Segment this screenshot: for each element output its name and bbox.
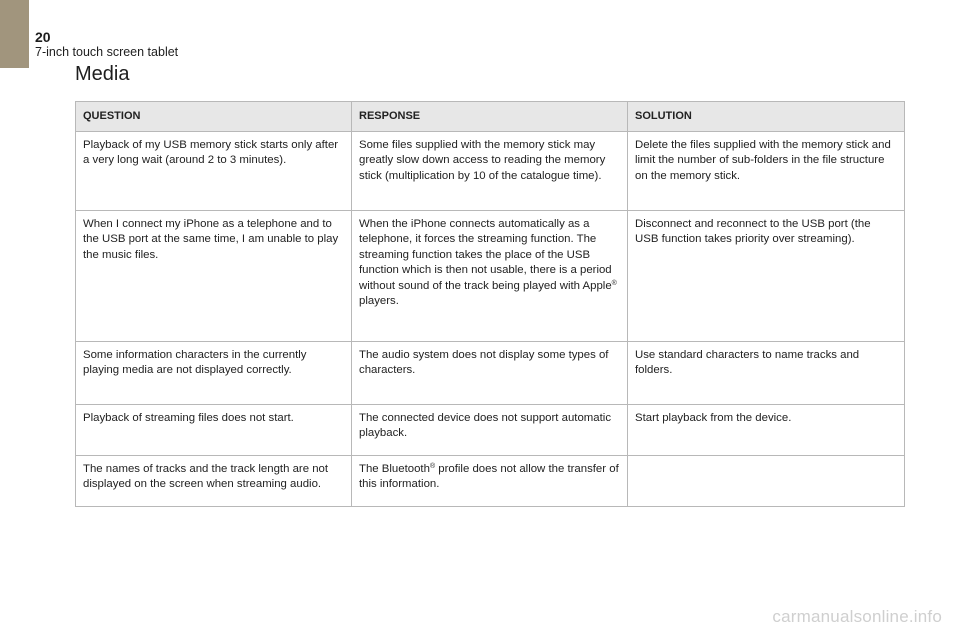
faq-table [75, 101, 905, 507]
table-row [76, 455, 905, 506]
response-text-end: players. [359, 295, 399, 307]
response-cell: The connected device does not support automatic playback. [352, 404, 628, 455]
question-cell: Playback of my USB memory stick starts only after a very long wait (around 2 to 3 minutes). [76, 131, 352, 210]
column-header-response: RESPONSE [352, 102, 628, 132]
question-cell: Playback of streaming files does not start. [76, 404, 352, 455]
question-cell: When I connect my iPhone as a telephone and to the USB port at the same time, I am unable to play the music files. [76, 210, 352, 341]
registered-mark: ® [429, 462, 436, 470]
response-text: The Bluetooth [359, 462, 430, 475]
question-cell: Some information characters in the currently playing media are not displayed correctly. [76, 341, 352, 404]
response-cell: The audio system does not display some types of characters. [352, 341, 628, 404]
table-row [76, 131, 905, 210]
registered-mark: ® [611, 279, 617, 287]
question-cell: The names of tracks and the track length are not displayed on the screen when streaming audio. [76, 455, 352, 506]
page-number: 20 [35, 29, 51, 45]
solution-cell: Disconnect and reconnect to the USB port (the USB function takes priority over streaming). [628, 210, 905, 341]
column-header-solution: SOLUTION [628, 102, 905, 132]
table-row [76, 341, 905, 404]
response-cell [352, 210, 628, 341]
solution-cell [628, 455, 905, 506]
solution-cell: Delete the files supplied with the memory stick and limit the number of sub-folders in the file structure on the memory stick. [628, 131, 905, 210]
solution-cell: Start playback from the device. [628, 404, 905, 455]
table-row [76, 210, 905, 341]
column-header-question: QUESTION [76, 102, 352, 132]
page-tab-marker [0, 0, 29, 68]
section-title: Media [75, 63, 130, 85]
response-text-end: profile does not allow the transfer of this information. [359, 462, 619, 490]
response-text: When the iPhone connects automatically as a telephone, it forces the streaming function. The streaming function takes the place of the USB function which is then not usable, there is a period without sound of the track being played with Apple [359, 217, 612, 292]
manual-title: 7-inch touch screen tablet [35, 45, 179, 59]
response-cell: Some files supplied with the memory stick may greatly slow down access to reading the memory stick (multiplication by 10 of the catalogue time). [352, 131, 628, 210]
solution-cell: Use standard characters to name tracks and folders. [628, 341, 905, 404]
table-row [76, 404, 905, 455]
watermark-text: carmanualsonline.info [772, 607, 942, 626]
response-cell [352, 455, 628, 506]
table-header-row [76, 102, 905, 132]
